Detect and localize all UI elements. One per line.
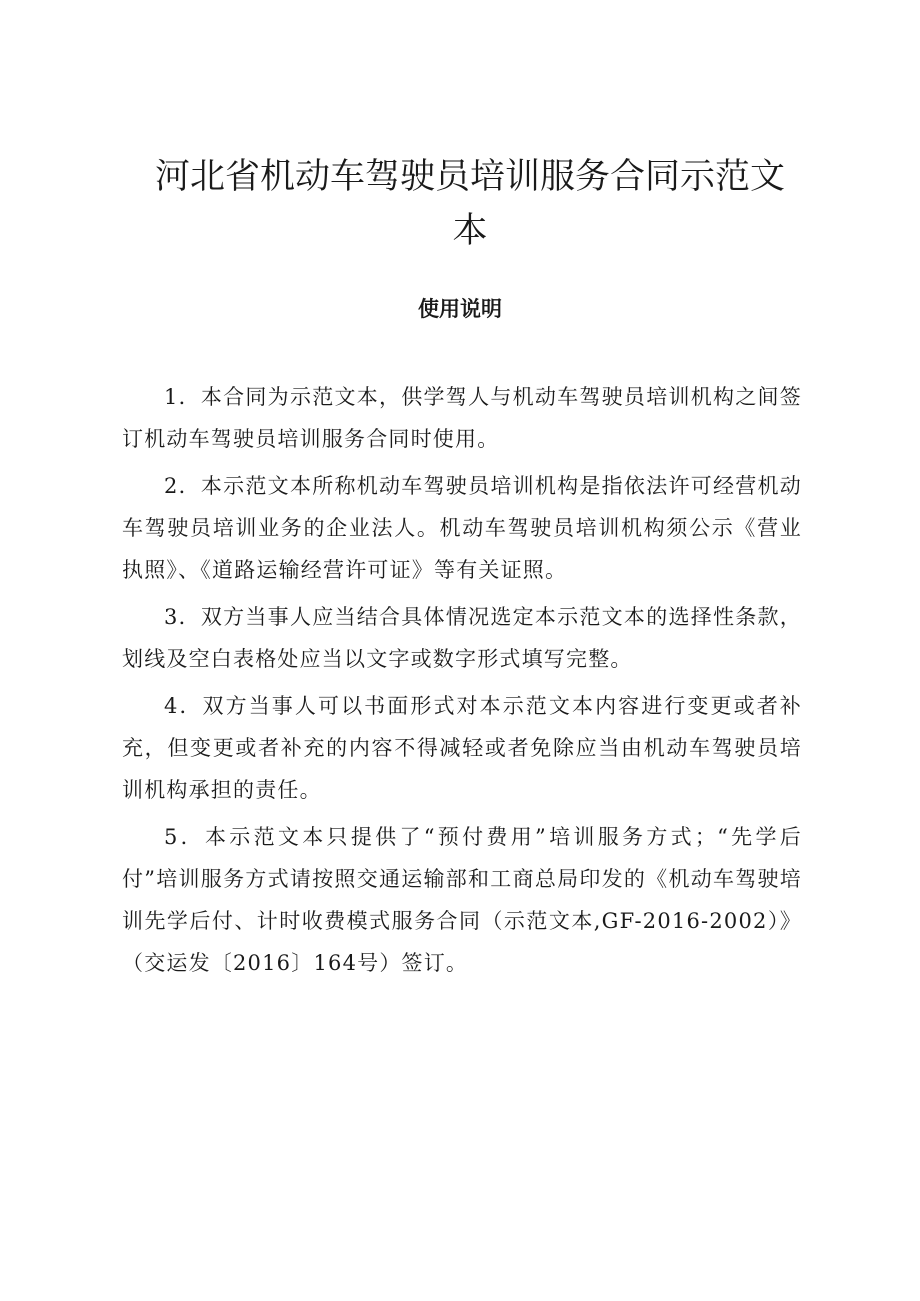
section-heading: 使用说明 — [418, 297, 502, 321]
document-body — [122, 376, 802, 989]
instruction-item-3: 3．双方当事人应当结合具体情况选定本示范文本的选择性条款，划线及空白表格处应当以文字或数字形式填写完整。 — [122, 605, 802, 671]
document-title: 河北省机动车驾驶员培训服务合同示范文本 — [154, 157, 785, 251]
instruction-item-4: 4．双方当事人可以书面形式对本示范文本内容进行变更或者补充，但变更或者补充的内容不得减轻或者免除应当由机动车驾驶员培训机构承担的责任。 — [122, 694, 802, 802]
instruction-item-5: 5．本示范文本只提供了“预付费用”培训服务方式；“先学后付”培训服务方式请按照交通运输部和工商总局印发的《机动车驾驶培训先学后付、计时收费模式服务合同（示范文本,GF-2016-2002）》（交运发〔2016〕164号）签订。 — [122, 825, 802, 975]
instruction-item-2: 2．本示范文本所称机动车驾驶员培训机构是指依法许可经营机动车驾驶员培训业务的企业法人。机动车驾驶员培训机构须公示《营业执照》、《道路运输经营许可证》等有关证照。 — [122, 474, 802, 582]
instruction-item-1: 1．本合同为示范文本，供学驾人与机动车驾驶员培训机构之间签订机动车驾驶员培训服务合同时使用。 — [122, 385, 802, 451]
